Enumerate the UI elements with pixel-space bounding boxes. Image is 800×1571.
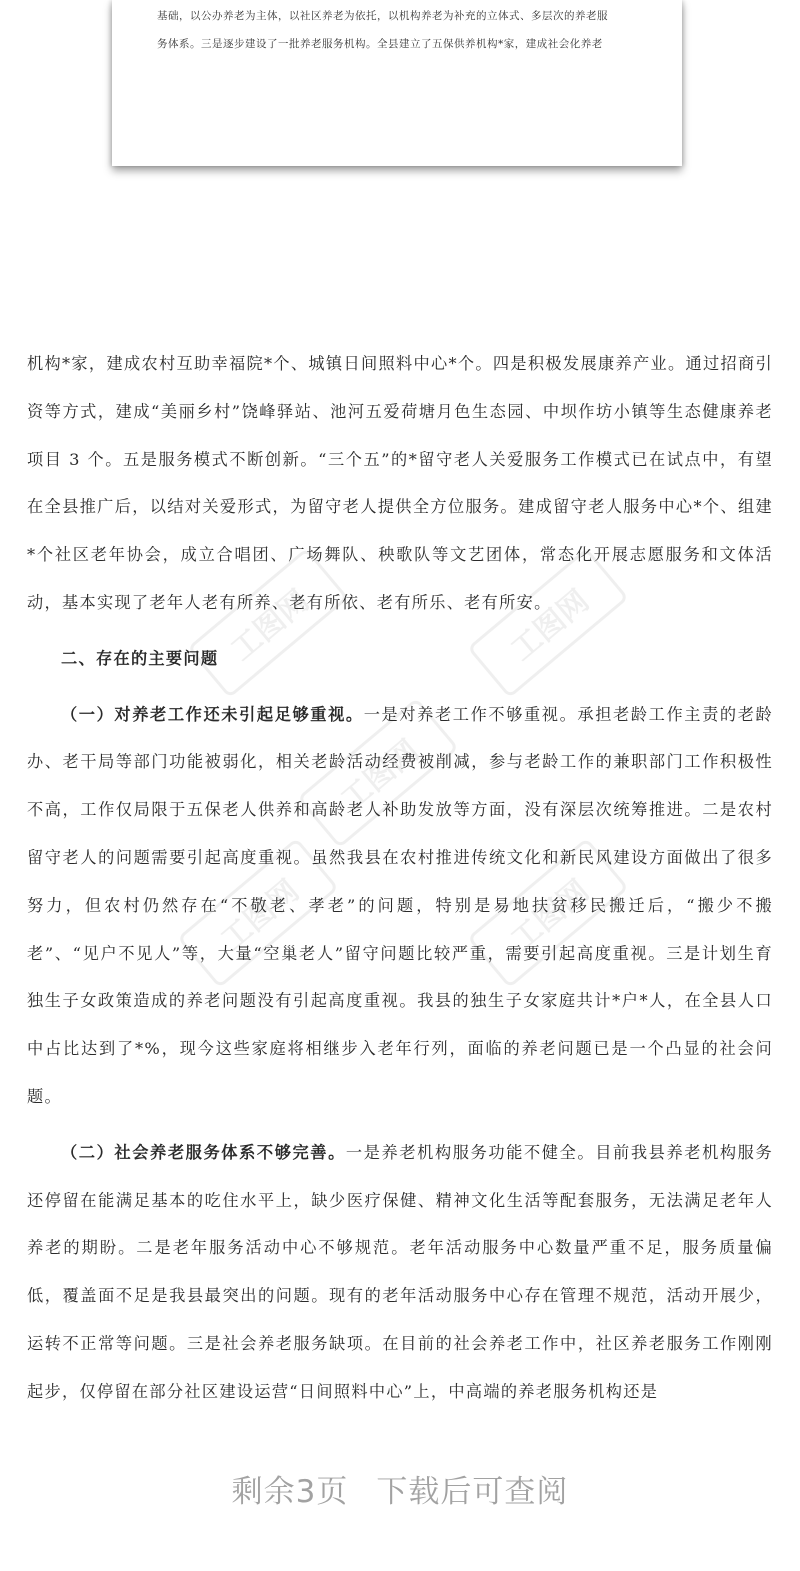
subsection-title: （一）对养老工作还未引起足够重视。 — [61, 704, 364, 724]
watermark-logo: 工图网 — [177, 838, 339, 989]
watermark-logo: 工图网 — [187, 548, 349, 699]
preview-text-line: 基础，以公办养老为主体，以社区养老为依托，以机构养老为补充的立体式、多层次的养老服 — [157, 10, 608, 22]
section-heading: 二、存在的主要问题 — [61, 648, 219, 668]
watermark-logo: 工图网 — [467, 838, 629, 989]
preview-text-line: 务体系。三是逐步建设了一批养老服务机构。全县建立了五保供养机构*家，建成社会化养老 — [157, 38, 603, 50]
document-body — [27, 340, 773, 1416]
paragraph — [27, 691, 773, 1121]
remaining-pages-banner[interactable] — [0, 1466, 800, 1511]
preview-page-card — [112, 0, 682, 166]
remaining-pages-label: 剩余3页 — [231, 1474, 349, 1510]
paragraph: 机构*家，建成农村互助幸福院*个、城镇日间照料中心*个。四是积极发展康养产业。通过招商引资等方式，建成“美丽乡村”饶峰驿站、池河五爱荷塘月色生态园、中坝作坊小镇等生态健康养老项目 3 个。五是服务模式不断创新。“三个五”的*留守老人关爱服务工作模式已在试点中，有望在全县推广后，以结对关爱形式，为留守老人提供全方位服务。建成留守老人服务中心*个、组建*个社区老年协会，成立合唱团、广场舞队、秧歌队等文艺团体，常态化开展志愿服务和文体活动，基本实现了老年人老有所养、老有所依、老有所乐、老有所安。 — [27, 354, 773, 612]
download-to-view-label: 下载后可查阅 — [376, 1474, 569, 1510]
paragraph-text: 一是对养老工作不够重视。承担老龄工作主责的老龄办、老干局等部门功能被弱化，相关老龄活动经费被削减，参与老龄工作的兼职部门工作积极性不高，工作仅局限于五保老人供养和高龄老人补助发放等方面，没有深层次统筹推进。二是农村留守老人的问题需要引起高度重视。虽然我县在农村推进传统文化和新民风建设方面做出了很多努力，但农村仍然存在“不敬老、孝老”的问题，特别是易地扶贫移民搬迁后，“搬少不搬老”、“见户不见人”等，大量“空巢老人”留守问题比较严重，需要引起高度重视。三是计划生育独生子女政策造成的养老问题没有引起高度重视。我县的独生子女家庭共计*户*人，在全县人口中占比达到了*%，现今这些家庭将相继步入老年行列，面临的养老问题已是一个凸显的社会问题。 — [27, 704, 773, 1106]
subsection-title: （二）社会养老服务体系不够完善。 — [61, 1142, 346, 1162]
watermark-logo: 工图网 — [467, 548, 629, 699]
watermark-logo: 工图网 — [297, 698, 459, 849]
paragraph-text: 一是养老机构服务功能不健全。目前我县养老机构服务还停留在能满足基本的吃住水平上，缺少医疗保健、精神文化生活等配套服务，无法满足老年人养老的期盼。二是老年服务活动中心不够规范。老年活动服务中心数量严重不足，服务质量偏低，覆盖面不足是我县最突出的问题。现有的老年活动服务中心存在管理不规范，活动开展少，运转不正常等问题。三是社会养老服务缺项。在目前的社会养老工作中，社区养老服务工作刚刚起步，仅停留在部分社区建设运营“日间照料中心”上，中高端的养老服务机构还是 — [27, 1142, 773, 1401]
paragraph — [27, 1129, 773, 1416]
